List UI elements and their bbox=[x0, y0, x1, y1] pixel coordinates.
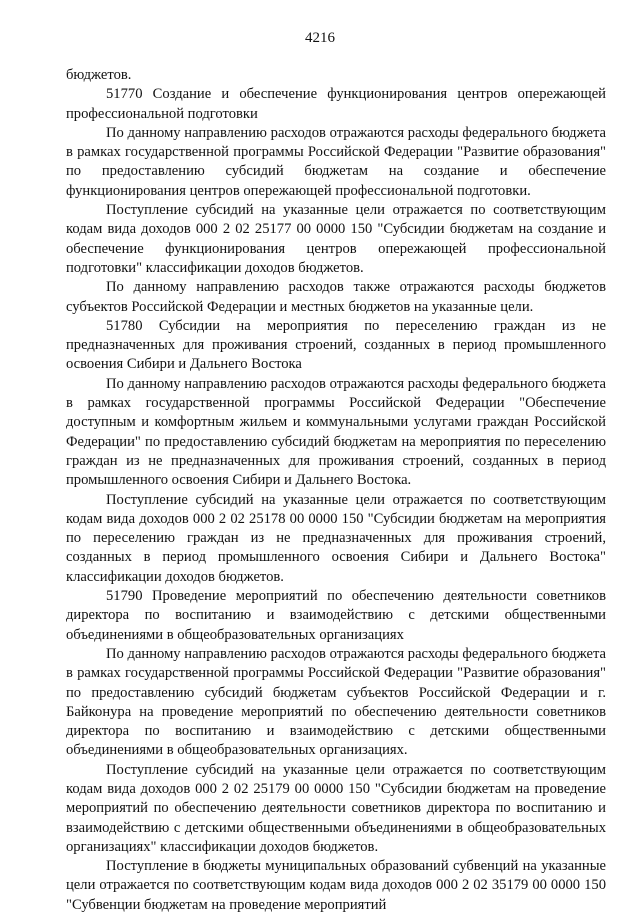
paragraph: Поступление субсидий на указанные цели отражается по соответствующим кодам вида доходов 000 2 02 25178 00 0000 150 "Субсидии бюджетам на мероприятия по переселению граждан из не предназначенных для проживания строений, созданных в период промышленного освоения Сибири и Дальнего Востока" классификации доходов бюджетов. bbox=[66, 491, 606, 585]
paragraph: По данному направлению расходов отражаются расходы федерального бюджета в рамках государственной программы Российской Федерации "Развитие образования" по предоставлению субсидий бюджетам на создание и обеспечение функционирования центров опережающей профессиональной подготовки. bbox=[66, 124, 606, 199]
section-heading-51790: 51790 Проведение мероприятий по обеспечению деятельности советников директора по воспитанию и взаимодействию с детскими общественными объединениями в общеобразовательных организациях bbox=[66, 588, 606, 643]
paragraph: Поступление субсидий на указанные цели отражается по соответствующим кодам вида доходов 000 2 02 25179 00 0000 150 "Субсидии бюджетам на проведение мероприятий по обеспечению деятельности советников директора по воспитанию и взаимодействию с детскими общественными объединениями в общеобразовательных организациях" классификации доходов бюджетов. bbox=[66, 761, 606, 855]
document-body bbox=[66, 66, 606, 915]
paragraph: Поступление в бюджеты муниципальных образований субвенций на указанные цели отражается по соответствующим кодам вида доходов 000 2 02 35179 00 0000 150 "Субвенции бюджетам на проведение мероприятий bbox=[66, 858, 606, 913]
paragraph: Поступление субсидий на указанные цели отражается по соответствующим кодам вида доходов 000 2 02 25177 00 0000 150 "Субсидии бюджетам на создание и обеспечение функционирования центров опережающей профессиональной подготовки" классификации доходов бюджетов. bbox=[66, 202, 606, 276]
paragraph-continuation: бюджетов. bbox=[66, 67, 132, 83]
section-heading-51780: 51780 Субсидии на мероприятия по переселению граждан из не предназначенных для проживания строений, созданных в период промышленного освоения Сибири и Дальнего Востока bbox=[66, 317, 606, 373]
section-heading-51770: 51770 Создание и обеспечение функционирования центров опережающей профессиональной подготовки bbox=[66, 86, 606, 122]
paragraph: По данному направлению расходов также отражаются расходы бюджетов субъектов Российской Федерации и местных бюджетов на указанные цели. bbox=[66, 279, 606, 315]
paragraph: По данному направлению расходов отражаются расходы федерального бюджета в рамках государственной программы Российской Федерации "Развитие образования" по предоставлению субсидий бюджетам субъектов Российской Федерации и г. Байконура на проведение мероприятий по обеспечению деятельности советников директора по воспитанию и взаимодействию с детскими общественными объединениями в общеобразовательных организациях. bbox=[66, 645, 606, 759]
paragraph: По данному направлению расходов отражаются расходы федерального бюджета в рамках государственной программы Российской Федерации "Обеспечение доступным и комфортным жильем и коммунальными услугами граждан Российской Федерации" по предоставлению субсидий бюджетам на мероприятия по переселению граждан из не предназначенных для проживания строений, созданных в период промышленного освоения Сибири и Дальнего Востока. bbox=[66, 375, 606, 489]
page-number: 4216 bbox=[305, 30, 335, 46]
